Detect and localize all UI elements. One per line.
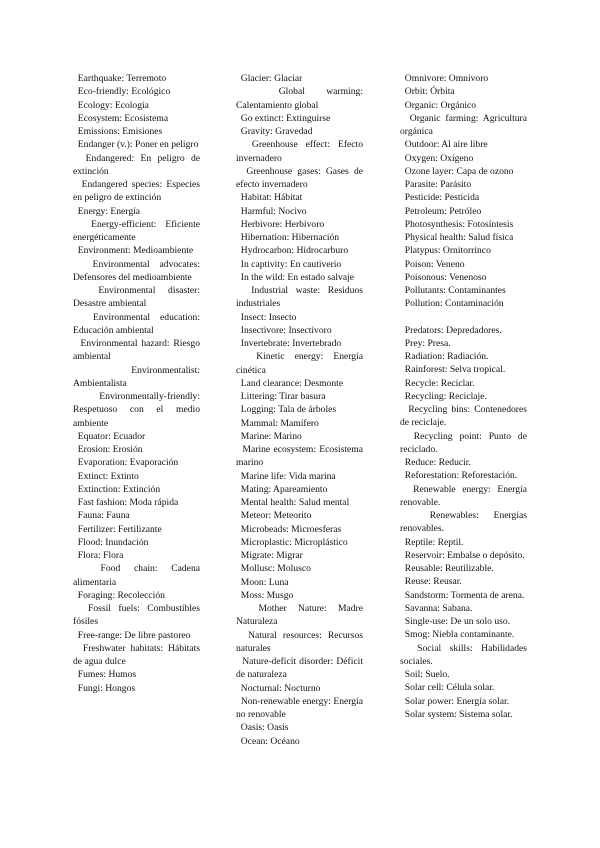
glossary-entry: Pollutants: Contaminantes xyxy=(400,285,506,296)
glossary-entry: Smog: Niebla contaminante. xyxy=(400,629,515,641)
glossary-entry: Hibernation: Hibernación xyxy=(236,232,340,243)
glossary-entry: Platypus: Ornitorrinco xyxy=(400,245,491,257)
glossary-entry: Environmental advocates: Defensores del medioambiente xyxy=(73,258,203,283)
glossary-entry: Soil: Suelo. xyxy=(400,669,450,680)
glossary-entry: Photosynthesis: Fotosíntesis xyxy=(400,218,514,230)
glossary-entry: Fast fashion: Moda rápida xyxy=(73,497,179,508)
glossary-entry: Recycling point: Punto de reciclado. xyxy=(400,430,530,455)
glossary-entry: Endangered species: Especies en peligro de extinción xyxy=(73,179,203,204)
glossary-entry: Moon: Luna xyxy=(236,576,289,588)
glossary-entry: Environmentalist: Ambientalista xyxy=(73,364,202,389)
glossary-entry: Equator: Ecuador xyxy=(73,430,146,442)
glossary-entry: Flora: Flora xyxy=(73,550,124,561)
glossary-entry: Hydrocarbon: Hidrocarburo xyxy=(236,245,349,257)
glossary-entry: Gravity: Gravedad xyxy=(236,126,313,137)
glossary-entry: Ocean: Océano xyxy=(236,735,300,747)
glossary-entry: Freshwater habitats: Hábitats de agua dulce xyxy=(73,642,203,667)
glossary-entry: Pesticide: Pesticida xyxy=(400,192,480,204)
glossary-entry: Marine ecosystem: Ecosistema marino xyxy=(236,444,366,469)
glossary-entry: Prey: Presa. xyxy=(400,337,451,349)
glossary-entry: Environmentally-friendly: Respetuoso con el medio ambiente xyxy=(73,391,203,429)
glossary-entry: Extinct: Extinto xyxy=(73,470,139,482)
glossary-entry: Reuse: Reusar. xyxy=(400,576,462,588)
glossary-entry: Reusable: Reutilizable. xyxy=(400,563,494,574)
glossary-entry: Renewables: Energías renovables. xyxy=(400,510,530,535)
glossary-entry: Earthquake: Terremoto xyxy=(73,73,167,84)
glossary-entry: Solar system: Sistema solar. xyxy=(400,708,513,720)
glossary-entry: Mammal: Mamífero xyxy=(236,417,319,429)
glossary-entry: Radiation: Radiación. xyxy=(400,351,489,362)
glossary-entry: Eco-friendly: Ecológico xyxy=(73,86,171,98)
glossary-entry: Habitat: Hábitat xyxy=(236,192,303,204)
glossary-entry: Pollution: Contaminación xyxy=(400,298,504,310)
glossary-entry: Recycling bins: Contenedores de reciclaje. xyxy=(400,404,530,429)
glossary-column-3 xyxy=(400,72,530,721)
glossary-entry: Orbit: Órbita xyxy=(400,86,455,98)
glossary-entry: Endanger (v.): Poner en peligro xyxy=(73,139,199,151)
glossary-entry: Poisonous: Venenoso xyxy=(400,271,487,283)
glossary-entry: In captivity: En cautiverio xyxy=(236,258,342,270)
glossary-entry: Insect: Insecto xyxy=(236,311,297,323)
glossary-entry: Environmental hazard: Riesgo ambiental xyxy=(73,338,203,363)
glossary-entry: Ozone layer: Capa de ozono xyxy=(400,165,514,177)
glossary-entry: Invertebrate: Invertebrado xyxy=(236,338,342,349)
glossary-entry: Natural resources: Recursos naturales xyxy=(236,629,366,654)
glossary-entry: Recycling: Reciclaje. xyxy=(400,390,487,402)
glossary-entry: Reforestation: Reforestación. xyxy=(400,470,518,482)
glossary-entry: Solar power: Energía solar. xyxy=(400,695,510,707)
glossary-entry: Global warming: Calentamiento global xyxy=(236,86,366,111)
glossary-entry: Foraging: Recolección xyxy=(73,589,165,601)
glossary-entry: Marine: Marino xyxy=(236,430,302,442)
glossary-entry: Sandstorm: Tormenta de arena. xyxy=(400,589,525,601)
glossary-entry: Fauna: Fauna xyxy=(73,510,130,522)
glossary-entry: Outdoor: Al aire libre xyxy=(400,139,488,151)
glossary-entry: Renewable energy: Energía renovable. xyxy=(400,483,530,508)
glossary-entry: Insectivore: Insectívoro xyxy=(236,324,332,336)
glossary-entry: Fungi: Hongos xyxy=(73,682,136,694)
glossary-entry: Social skills: Habilidades sociales. xyxy=(400,642,530,667)
glossary-entry: Ecosystem: Ecosistema xyxy=(73,112,169,124)
glossary-entry: Extinction: Extinción xyxy=(73,483,161,495)
glossary-entry: Rainforest: Selva tropical. xyxy=(400,364,506,376)
glossary-entry: Endangered: En peligro de extinción xyxy=(73,152,203,177)
glossary-entry: Evaporation: Evaporación xyxy=(73,457,179,469)
glossary-entry: Physical health: Salud física xyxy=(400,232,514,243)
glossary-entry: Omnivore: Omnívoro xyxy=(400,73,489,84)
glossary-entry: Migrate: Migrar xyxy=(236,550,303,561)
glossary-entry: Land clearance: Desmonte xyxy=(236,377,344,389)
glossary-column-2 xyxy=(236,72,366,748)
glossary-entry: Environment: Medioambiente xyxy=(73,245,194,257)
glossary-entry: Environmental disaster: Desastre ambiental xyxy=(73,285,203,310)
glossary-entry: Emissions: Emisiones xyxy=(73,126,163,137)
glossary-entry: Marine life: Vida marina xyxy=(236,470,336,482)
glossary-entry: Microplastic: Microplástico xyxy=(236,536,348,548)
glossary-entry: Logging: Tala de árboles xyxy=(236,404,337,416)
glossary-column-1 xyxy=(73,72,203,695)
glossary-entry: Savanna: Sabana. xyxy=(400,602,473,614)
glossary-entry: Parasite: Parásito xyxy=(400,179,472,190)
glossary-entry: Energy-efficient: Eficiente energéticamente xyxy=(73,218,203,243)
glossary-entry: Mother Nature: Madre Naturaleza xyxy=(236,603,366,628)
glossary-entry: Harmful: Nocivo xyxy=(236,205,307,217)
glossary-entry: Organic farming: Agricultura orgánica xyxy=(400,112,530,137)
glossary-entry: Single-use: De un solo uso. xyxy=(400,616,511,627)
glossary-entry: Organic: Orgánico xyxy=(400,99,477,111)
glossary-entry: Meteor: Meteorito xyxy=(236,510,312,522)
glossary-entry: Energy: Energía xyxy=(73,205,141,217)
glossary-entry: Industrial waste: Residuos industriales xyxy=(236,285,366,310)
glossary-entry: Free-range: De libre pastoreo xyxy=(73,629,191,641)
glossary-entry: Petroleum: Petróleo xyxy=(400,205,482,217)
glossary-entry: Herbivore: Herbívoro xyxy=(236,218,325,230)
glossary-entry: Fossil fuels: Combustibles fósiles xyxy=(73,603,203,628)
glossary-entry: Reservoir: Embalse o depósito. xyxy=(400,549,525,561)
glossary-entry: Glacier: Glaciar xyxy=(236,73,303,84)
glossary-entry: Flood: Inundación xyxy=(73,536,149,548)
glossary-entry: Reduce: Reducir. xyxy=(400,457,471,468)
glossary-entry: Oxygen: Oxígeno xyxy=(400,152,474,164)
glossary-entry: Environmental education: Educación ambiental xyxy=(73,311,203,336)
glossary-entry: Moss: Musgo xyxy=(236,589,294,601)
glossary-entry: Microbeads: Microesferas xyxy=(236,523,342,535)
glossary-entry: Solar cell: Célula solar. xyxy=(400,682,495,694)
glossary-entry: Mollusc: Molusco xyxy=(236,563,311,575)
glossary-entry: Food chain: Cadena alimentaria xyxy=(73,563,203,588)
glossary-entry: In the wild: En estado salvaje xyxy=(236,271,355,283)
glossary-entry: Predators: Depredadores. xyxy=(400,324,502,336)
glossary-entry: Ecology: Ecología xyxy=(73,99,149,111)
glossary-entry: Mental health: Salud mental xyxy=(236,497,350,508)
glossary-entry: Reptile: Reptil. xyxy=(400,536,464,548)
glossary-entry: Nocturnal: Nocturno xyxy=(236,682,321,694)
glossary-entry: Greenhouse gases: Gases de efecto invernadero xyxy=(236,165,366,190)
glossary-entry: Littering: Tirar basura xyxy=(236,391,326,402)
glossary-entry: Greenhouse effect: Efecto invernadero xyxy=(236,139,366,164)
glossary-entry: Oasis: Oasis xyxy=(236,722,289,734)
glossary-entry: Poison: Veneno xyxy=(400,258,465,270)
glossary-entry: Fumes: Humos xyxy=(73,669,137,681)
glossary-entry: Fertilizer: Fertilizante xyxy=(73,523,162,535)
glossary-entry: Non-renewable energy: Energía no renovable xyxy=(236,695,366,720)
glossary-entry: Nature-deficit disorder: Déficit de naturaleza xyxy=(236,656,366,681)
glossary-entry: Kinetic energy: Energía cinética xyxy=(236,351,366,376)
glossary-entry: Erosion: Erosión xyxy=(73,444,143,455)
glossary-entry: Go extinct: Extinguirse xyxy=(236,112,331,124)
glossary-entry: Recycle: Reciclar. xyxy=(400,377,475,389)
glossary-entry: Mating: Apareamiento xyxy=(236,483,328,495)
